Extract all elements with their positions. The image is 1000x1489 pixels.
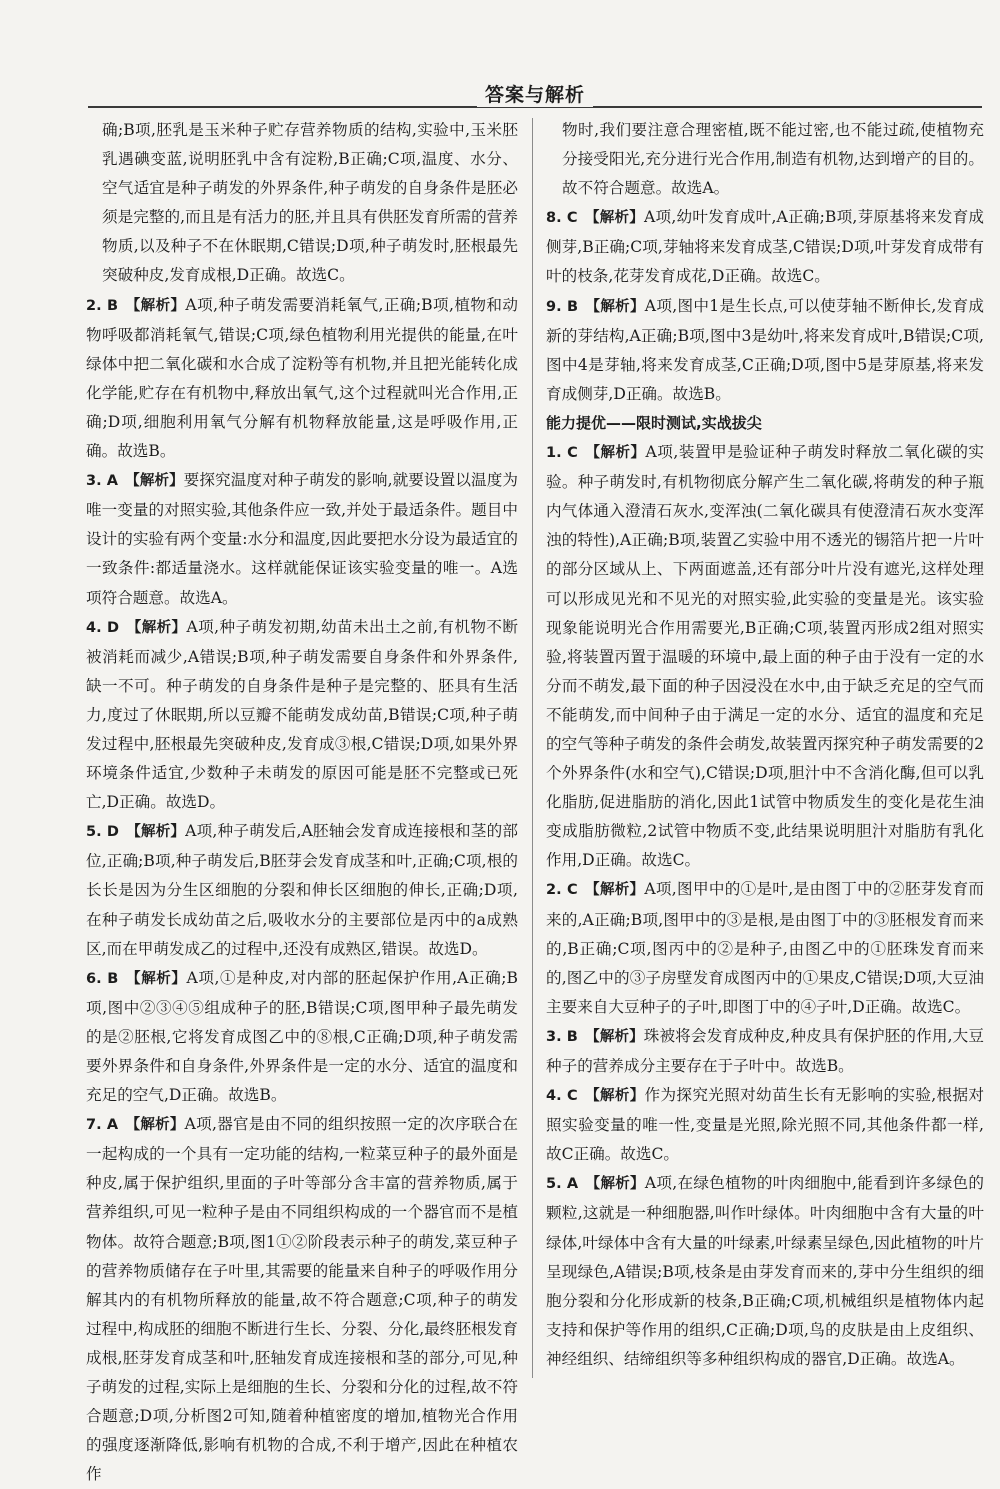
analysis-tag: 【解析】 [126, 619, 187, 636]
item-text: A项,图中1是生长点,可以使芽轴不断伸长,发育成新的芽结构,A正确;B项,图中3是幼叶,将来发育成叶,B错误;C项,图中4是芽轴,将来发育成茎,C正确;D项,图中5是芽原基,将来发育成侧芽,D正确。故选B。 [546, 296, 985, 403]
analysis-tag: 【解析】 [125, 297, 186, 314]
analysis-tag: 【解析】 [584, 1088, 645, 1105]
page-header [88, 80, 982, 108]
analysis-tag: 【解析】 [125, 970, 187, 987]
answer-item [546, 438, 984, 875]
watermark-logo [808, 1355, 986, 1463]
answer-item [546, 1081, 984, 1169]
item-number: 4. C [546, 1088, 585, 1105]
item-number: 5. D [86, 824, 127, 841]
answer-item [86, 291, 518, 467]
item-text: A项,装置甲是验证种子萌发时释放二氧化碳的实验。种子萌发时,有机物彻底分解产生二氧化碳,将萌发的种子瓶内气体通入澄清石灰水,变浑浊(二氧化碳具有使澄清石灰水变浑浊的特性),A正确;B项,装置乙实验中用不透光的锡箔片把一片叶的部分区域从上、下两面遮盖,还有部分叶片没有遮光,这样处理可以形成见光和不见光的对照实验,此实验的变量是光。该实验现象能说明光合作用需要光,B正确;C项,装置丙形成2组对照实验,将装置丙置于温暖的环境中,最上面的种子由于没有一定的水分而不萌发,最下面的种子因浸没在水中,由于缺乏充足的空气而不能萌发,而中间种子由于满足一定的水分、适宜的温度和充足的空气等种子萌发的条件会萌发,故装置丙探究种子萌发需要的2个外界条件(水和空气),C错误;D项,胆汁中不含消化酶,但可以乳化脂肪,促进脂肪的消化,因此1试管中物质发生的变化是花生油变成脂肪微粒,2试管中物质不变,此结果说明胆汁对脂肪有乳化作用,D正确。故选C。 [546, 443, 985, 870]
right-lead-text: 物时,我们要注意合理密植,既不能过密,也不能过疏,使植物充分接受阳光,充分进行光合作用,制造有机物,达到增产的目的。故不符合题意。故选A。 [562, 121, 984, 198]
analysis-tag: 【解析】 [585, 1028, 644, 1045]
section-title: 能力提优——限时测试,实战拔尖 [546, 413, 762, 432]
item-text: A项,图甲中的①是叶,是由图丁中的②胚芽发育而来的,A正确;B项,图甲中的③是根,是由图丁中的③胚根发育而来的,B正确;C项,图丙中的②是种子,由图乙中的①胚珠发育而来的,图乙中的③子房壁发育成图丙中的①果皮,C错误;D项,大豆油主要来自大豆种子的子叶,即图丁中的④子叶,D正确。故选C。 [546, 880, 984, 1016]
item-text: A项,种子萌发初期,幼苗未出土之前,有机物不断被消耗而减少,A错误;B项,种子萌发需要自身条件和外界条件,缺一不可。种子萌发的自身条件是种子是完整的、胚具有生活力,度过了休眠期,所以豆瓣不能萌发成幼苗,B错误;C项,种子萌发过程中,胚根最先突破种皮,发育成③根,C错误;D项,如果外界环境条件适宜,少数种子未萌发的原因可能是胚不完整或已死亡,D正确。故选D。 [86, 617, 519, 812]
item-number: 8. C [546, 210, 585, 227]
right-items-b [546, 438, 984, 1374]
answer-item [86, 613, 518, 818]
item-text: A项,幼叶发育成叶,A正确;B项,芽原基将来发育成侧芽,B正确;C项,芽轴将来发育成茎,C错误;D项,叶芽发育成带有叶的枝条,花芽发育成花,D正确。故选C。 [546, 208, 985, 286]
item-text: A项,在绿色植物的叶肉细胞中,能看到许多绿色的颗粒,这就是一种细胞器,叫作叶绿体。叶肉细胞中含有大量的叶绿体,叶绿体中含有大量的叶绿素,叶绿素呈绿色,因此植物的叶片呈现绿色,A错误;B项,枝条是由芽发育而来的,芽中分生组织的细胞分裂和分化形成新的枝条,B正确;C项,机械组织是植物体内起支持和保护等作用的组织,C正确;D项,鸟的皮肤是由上皮组织、神经组织、结缔组织等多种组织构成的器官,D正确。故选A。 [546, 1174, 985, 1368]
item-number: 9. B [546, 298, 586, 315]
item-number: 3. A [86, 473, 126, 490]
item-number: 6. B [86, 970, 126, 987]
answer-item [86, 1110, 518, 1489]
item-number: 2. C [546, 882, 585, 899]
answer-item [86, 817, 518, 963]
answer-item [546, 203, 984, 291]
analysis-tag: 【解析】 [126, 824, 186, 841]
item-number: 1. C [546, 445, 586, 462]
analysis-tag: 【解析】 [584, 882, 645, 899]
item-number: 2. B [86, 297, 126, 314]
item-text: A项,器官是由不同的组织按照一定的次序联合在一起构成的一个具有一定功能的结构,一粒菜豆种子的最外面是种皮,属于保护组织,里面的子叶等部分含丰富的营养物质,属于营养组织,可见一粒种子是由不同组织构成的一个器官而不是植物体。故符合题意;B项,图1①②阶段表示种子的萌发,菜豆种子的营养物质储存在子叶里,其需要的能量来自种子的呼吸作用分解其内的有机物所释放的能量,故不符合题意;C项,种子的萌发过程中,构成胚的细胞不断进行生长、分裂、分化,最终胚根发育成根,胚芽发育成茎和叶,胚轴发育成连接根和茎的部分,可见,种子萌发的过程,实际上是细胞的生长、分裂和分化的过程,故不符合题意;D项,分析图2可知,随着种植密度的增加,植物光合作用的强度逐渐降低,影响有机物的合成,不利于增产,因此在种植农作 [86, 1115, 519, 1484]
header-title: 答案与解析 [477, 80, 593, 107]
answer-item [86, 466, 518, 612]
analysis-tag: 【解析】 [125, 473, 184, 490]
item-text: A项,①是种皮,对内部的胚起保护作用,A正确;B项,图中②③④⑤组成种子的胚,B错误;C项,图甲种子最先萌发的是②胚根,它将发育成图乙中的⑧根,C正确;D项,种子萌发需要外界条件和自身条件,外界条件是一定的水分、适宜的温度和充足的空气,D正确。故选B。 [86, 968, 519, 1105]
item-number: 3. B [546, 1028, 586, 1045]
left-lead-text: 确;B项,胚乳是玉米种子贮存营养物质的结构,实验中,玉米胚乳遇碘变蓝,说明胚乳中含有淀粉,B正确;C项,温度、水分、空气适宜是种子萌发的外界条件,种子萌发的自身条件是胚必须是完整的,而且是有活力的胚,并且具有供胚发育所需的营养物质,以及种子不在休眠期,C错误;D项,种子萌发时,胚根最先突破种皮,发育成根,D正确。故选C。 [102, 121, 518, 285]
answer-item [546, 875, 984, 1021]
answer-item [86, 964, 518, 1110]
analysis-tag: 【解析】 [585, 298, 645, 315]
answer-item [546, 1022, 984, 1081]
analysis-tag: 【解析】 [584, 210, 644, 227]
right-column [546, 116, 984, 1374]
column-divider [532, 118, 533, 1378]
item-number: 5. A [546, 1176, 586, 1193]
item-number: 7. A [86, 1117, 126, 1134]
item-text: 要探究温度对种子萌发的影响,就要设置以温度为唯一变量的对照实验,其他条件应一致,并处于最适条件。题目中设计的实验有两个变量:水分和温度,因此要把水分设为最适宜的一致条件:都适量浇水。这样就能保证该实验变量的唯一。A选项符合题意。故选A。 [86, 471, 518, 607]
item-number: 4. D [86, 619, 127, 636]
left-items [86, 291, 518, 1489]
item-text: 作为探究光照对幼苗生长有无影响的实验,根据对照实验变量的唯一性,变量是光照,除光照不同,其他条件都一样,故C正确。故选C。 [546, 1086, 984, 1164]
answer-item [546, 292, 984, 409]
item-text: 珠被将会发育成种皮,种皮具有保护胚的作用,大豆种子的营养成分主要存在于子叶中。故选B。 [546, 1026, 984, 1075]
item-text: A项,种子萌发后,A胚轴会发育成连接根和茎的部位,正确;B项,种子萌发后,B胚芽会发育成茎和叶,正确;C项,根的长长是因为分生区细胞的分裂和伸长区细胞的伸长,正确;D项,在种子萌发长成幼苗之后,吸收水分的主要部位是丙中的a成熟区,而在甲萌发成乙的过程中,还没有成熟区,错误。故选D。 [86, 822, 519, 958]
answer-item [546, 1169, 984, 1374]
analysis-tag: 【解析】 [125, 1117, 185, 1134]
item-text: A项,种子萌发需要消耗氧气,正确;B项,植物和动物呼吸都消耗氧气,错误;C项,绿色植物利用光提供的能量,在叶绿体中把二氧化碳和水合成了淀粉等有机物,并且把光能转化成化学能,贮存在有机物中,释放出氧气,这个过程就叫光合作用,正确;D项,细胞利用氧气分解有机物释放能量,这是呼吸作用,正确。故选B。 [86, 295, 518, 461]
right-items-a [546, 203, 984, 409]
left-column [86, 116, 518, 1489]
analysis-tag: 【解析】 [585, 1176, 645, 1193]
analysis-tag: 【解析】 [585, 445, 646, 462]
